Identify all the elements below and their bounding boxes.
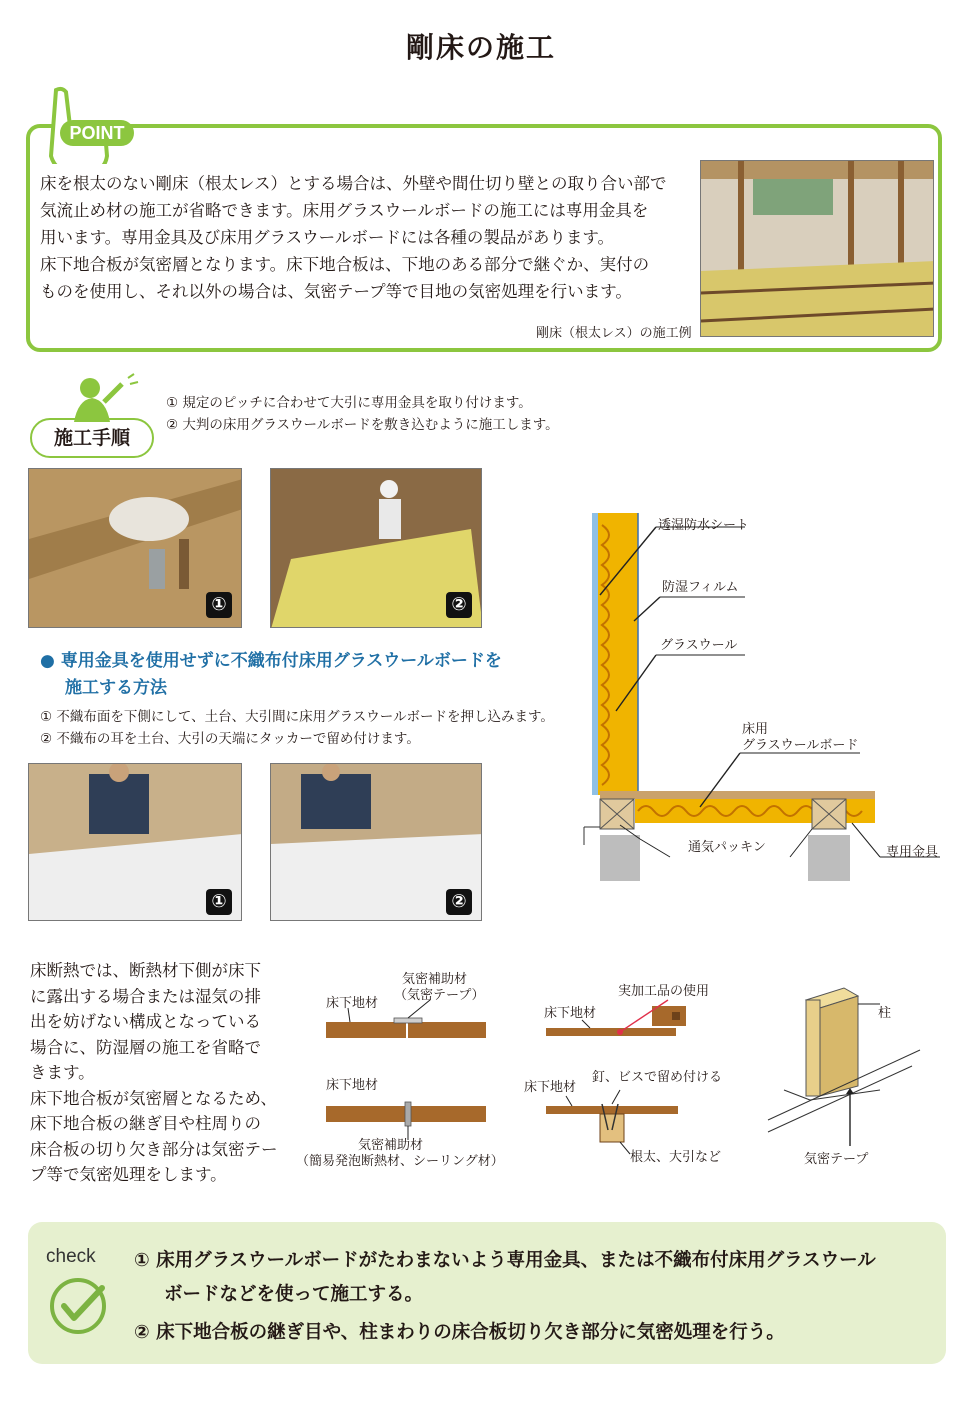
check-label: check bbox=[46, 1246, 96, 1267]
label-packing: 通気パッキン bbox=[688, 840, 766, 855]
airtight-text bbox=[30, 958, 282, 1188]
airtight-line: プ等で気密処理をします。 bbox=[30, 1165, 227, 1184]
label-aux-a-2: （気密テープ） bbox=[394, 988, 485, 1003]
alt-heading-line: 施工する方法 bbox=[65, 678, 167, 698]
airtight-line: 床断熱では、断熱材下側が床下 bbox=[30, 961, 261, 980]
label-aux-b-1: 気密補助材 bbox=[358, 1138, 424, 1153]
point-line: 気流止め材の施工が省略できます。床用グラスウールボードの施工には専用金具を bbox=[40, 201, 649, 220]
check-line: ボードなどを使って施工する。 bbox=[164, 1284, 424, 1305]
label-nail: 釘、ビスで留め付ける bbox=[592, 1070, 723, 1085]
photo-badge: ② bbox=[446, 592, 472, 618]
alt-heading-line: ● 専用金具を使用せずに不織布付床用グラスウールボードを bbox=[40, 651, 502, 671]
point-hand-icon bbox=[34, 84, 144, 164]
alt-step: ② 不織布の耳を土台、大引の天端にタッカーで留め付けます。 bbox=[40, 731, 420, 747]
point-photo bbox=[700, 160, 934, 337]
check-text bbox=[134, 1244, 876, 1350]
procedure-step: ② 大判の床用グラスウールボードを敷き込むように施工します。 bbox=[166, 417, 559, 433]
floor-section-diagram bbox=[580, 505, 950, 890]
label-subfloor-c: 床下地材 bbox=[544, 1006, 597, 1021]
point-line: ものを使用し、それ以外の場合は、気密テープ等で目地の気密処理を行います。 bbox=[40, 282, 632, 301]
label-subfloor-d: 床下地材 bbox=[524, 1080, 577, 1095]
label-tape: 気密テープ bbox=[804, 1152, 869, 1167]
point-text bbox=[40, 170, 690, 305]
check-icon bbox=[46, 1276, 112, 1336]
label-bracket: 専用金具 bbox=[886, 845, 939, 860]
worker-icon bbox=[64, 372, 144, 424]
label-board-1: 床用 bbox=[742, 722, 769, 737]
airtight-line: に露出する場合または湿気の排 bbox=[30, 986, 261, 1006]
procedure-steps bbox=[166, 392, 559, 436]
photo-badge: ② bbox=[446, 889, 472, 915]
point-badge-label: POINT bbox=[69, 123, 125, 143]
label-aux-b-2: （簡易発泡断熱材、シーリング材） bbox=[296, 1154, 504, 1169]
label-joist: 根太、大引など bbox=[630, 1150, 722, 1165]
photo-badge: ① bbox=[206, 592, 232, 618]
photo-badge: ① bbox=[206, 889, 232, 915]
label-wool: グラスウール bbox=[660, 638, 738, 653]
airtight-line: 床下地合板が気密層となるため、 bbox=[30, 1088, 277, 1108]
airtight-line: 出を妨げない構成となっている bbox=[30, 1012, 261, 1031]
point-line: 床下地合板が気密層となります。床下地合板は、下地のある部分で継ぐか、実付の bbox=[40, 255, 650, 274]
check-line: ① 床用グラスウールボードがたわまないよう専用金具、または不織布付床用グラスウール bbox=[134, 1250, 876, 1271]
point-photo-caption: 剛床（根太レス）の施工例 bbox=[536, 326, 692, 341]
procedure-label: 施工手順 bbox=[30, 418, 154, 458]
label-film: 防湿フィルム bbox=[662, 580, 739, 595]
label-aux-a-1: 気密補助材 bbox=[402, 972, 468, 987]
point-line: 床を根太のない剛床（根太レス）とする場合は、外壁や間仕切り壁との取り合い部で bbox=[40, 174, 667, 193]
label-sheet: 透湿防水シート bbox=[658, 518, 750, 533]
check-line: ② 床下地合板の継ぎ目や、柱まわりの床合板切り欠き部分に気密処理を行う。 bbox=[134, 1322, 785, 1343]
alt-method-steps bbox=[40, 706, 554, 750]
label-post: 柱 bbox=[878, 1006, 892, 1021]
alt-step: ① 不織布面を下側にして、土台、大引間に床用グラスウールボードを押し込みます。 bbox=[40, 709, 554, 725]
airtight-line: きます。 bbox=[30, 1063, 95, 1082]
procedure-step: ① 規定のピッチに合わせて大引に専用金具を取り付けます。 bbox=[166, 395, 532, 411]
point-line: 用います。専用金具及び床用グラスウールボードには各種の製品があります。 bbox=[40, 228, 615, 247]
airtight-line: 場合に、防湿層の施工を省略で bbox=[30, 1037, 261, 1057]
page-title: 剛床の施工 bbox=[405, 31, 556, 64]
label-subfloor-b: 床下地材 bbox=[326, 1078, 379, 1093]
label-board-2: グラスウールボード bbox=[742, 738, 859, 753]
label-tongue: 実加工品の使用 bbox=[618, 984, 710, 999]
airtight-line: 床下地合板の継ぎ目や柱周りの bbox=[30, 1114, 261, 1133]
alt-method-heading bbox=[40, 648, 502, 702]
label-subfloor-a: 床下地材 bbox=[326, 996, 379, 1011]
airtight-line: 床合板の切り欠き部分は気密テー bbox=[30, 1139, 278, 1159]
